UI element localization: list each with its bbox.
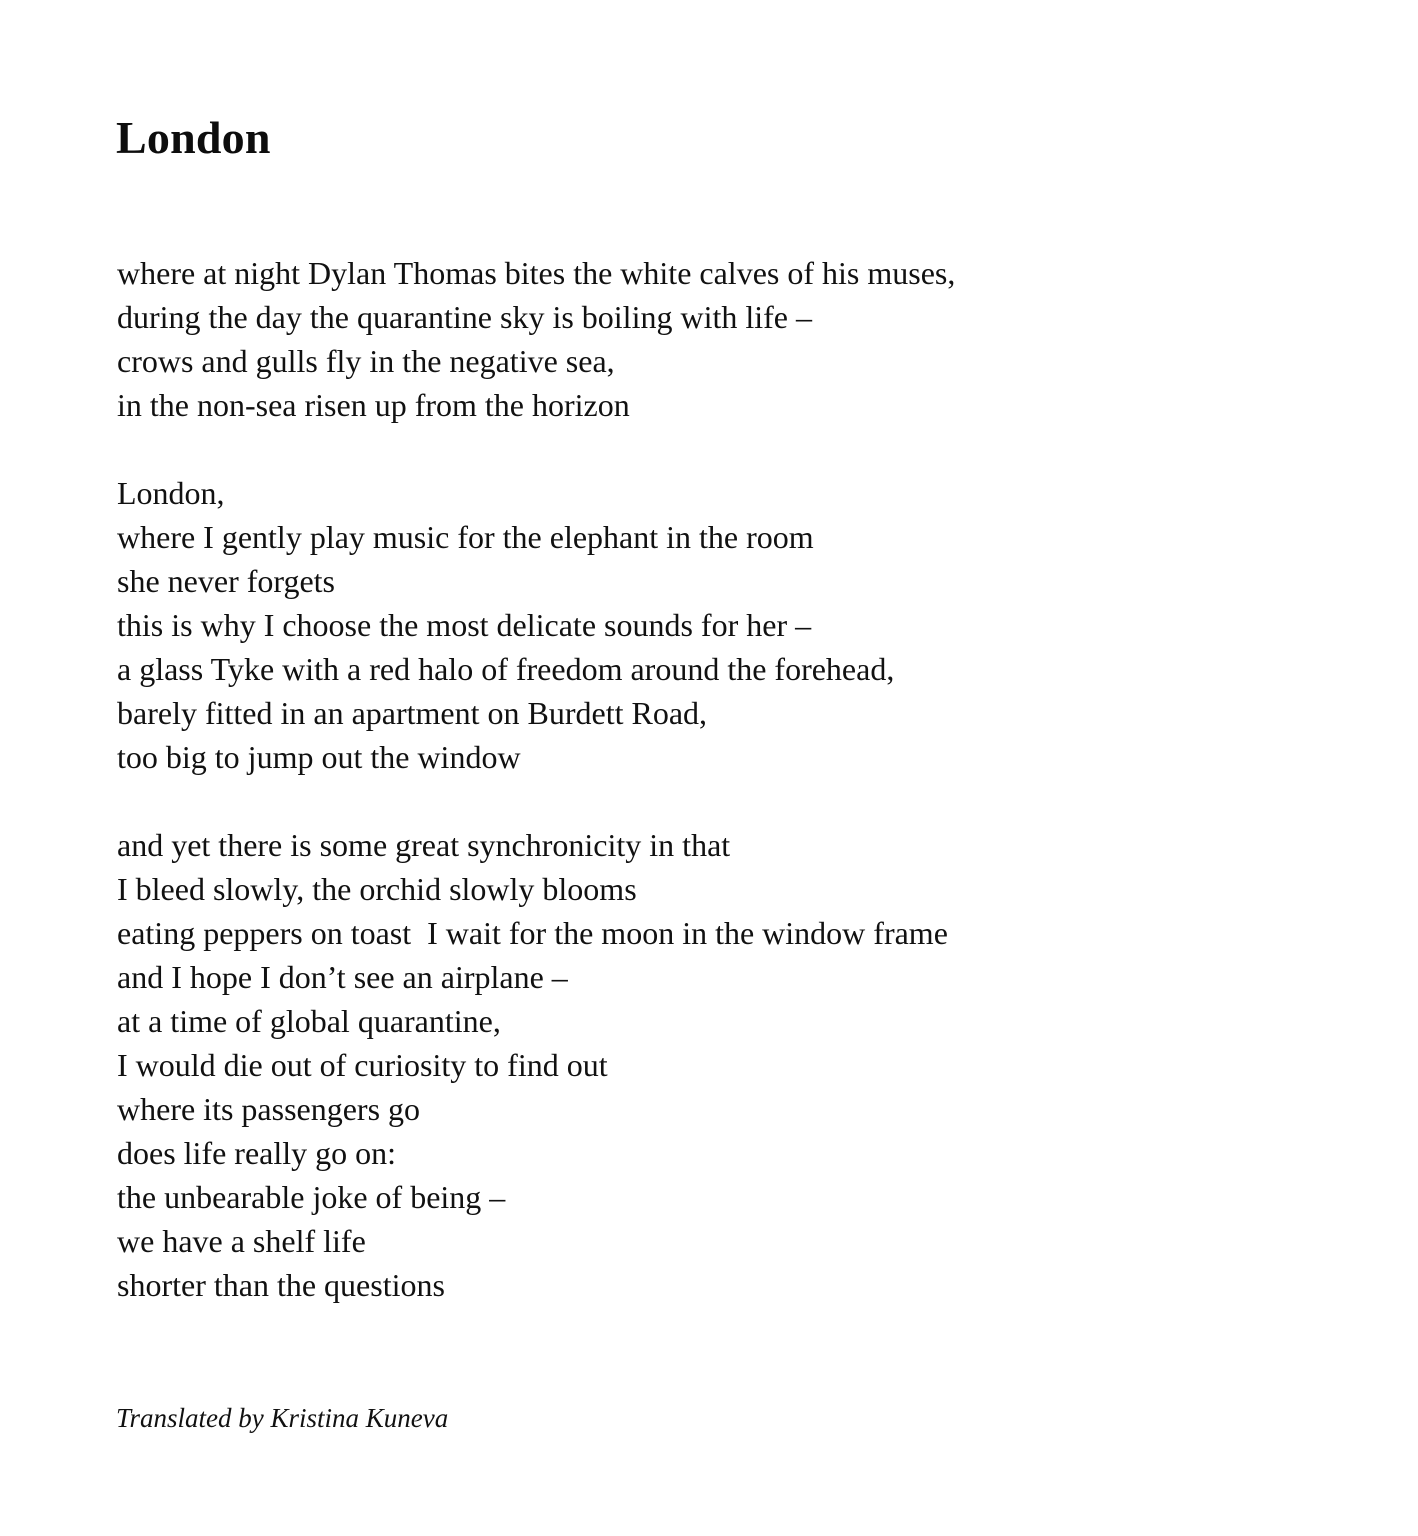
poem-line: crows and gulls fly in the negative sea,: [117, 343, 615, 379]
poem-line: we have a shelf life: [117, 1223, 366, 1259]
poem-line: and yet there is some great synchronicity in that: [117, 827, 731, 863]
poem-line: shorter than the questions: [117, 1267, 445, 1303]
poem-line: too big to jump out the window: [117, 739, 521, 775]
translator-credit: Translated by Kristina Kuneva: [116, 1403, 449, 1433]
poem-line: she never forgets: [117, 563, 335, 599]
stanza-1: [117, 251, 955, 427]
poem-body: [117, 251, 955, 1351]
poem-line: I bleed slowly, the orchid slowly blooms: [117, 871, 637, 907]
poem-line: the unbearable joke of being –: [117, 1179, 506, 1215]
stanza-2: [117, 471, 955, 779]
poem-line: a glass Tyke with a red halo of freedom around the forehead,: [117, 651, 895, 687]
poem-title: London: [116, 112, 271, 163]
poem-line: does life really go on:: [117, 1135, 397, 1171]
poem-line: where at night Dylan Thomas bites the white calves of his muses,: [117, 255, 956, 291]
stanza-3: [117, 823, 955, 1307]
poem-line: where I gently play music for the elephant in the room: [117, 519, 814, 555]
poem-line: this is why I choose the most delicate sounds for her –: [117, 607, 812, 643]
poem-line: barely fitted in an apartment on Burdett Road,: [117, 695, 708, 731]
poem-line: where its passengers go: [117, 1091, 421, 1127]
poem-line: London,: [117, 475, 225, 511]
poem-line: during the day the quarantine sky is boiling with life –: [117, 299, 812, 335]
poem-line: eating peppers on toast I wait for the moon in the window frame: [117, 915, 948, 951]
poem-line: in the non-sea risen up from the horizon: [117, 387, 630, 423]
poem-line: at a time of global quarantine,: [117, 1003, 501, 1039]
poem-line: I would die out of curiosity to find out: [117, 1047, 608, 1083]
poem-line: and I hope I don’t see an airplane –: [117, 959, 568, 995]
